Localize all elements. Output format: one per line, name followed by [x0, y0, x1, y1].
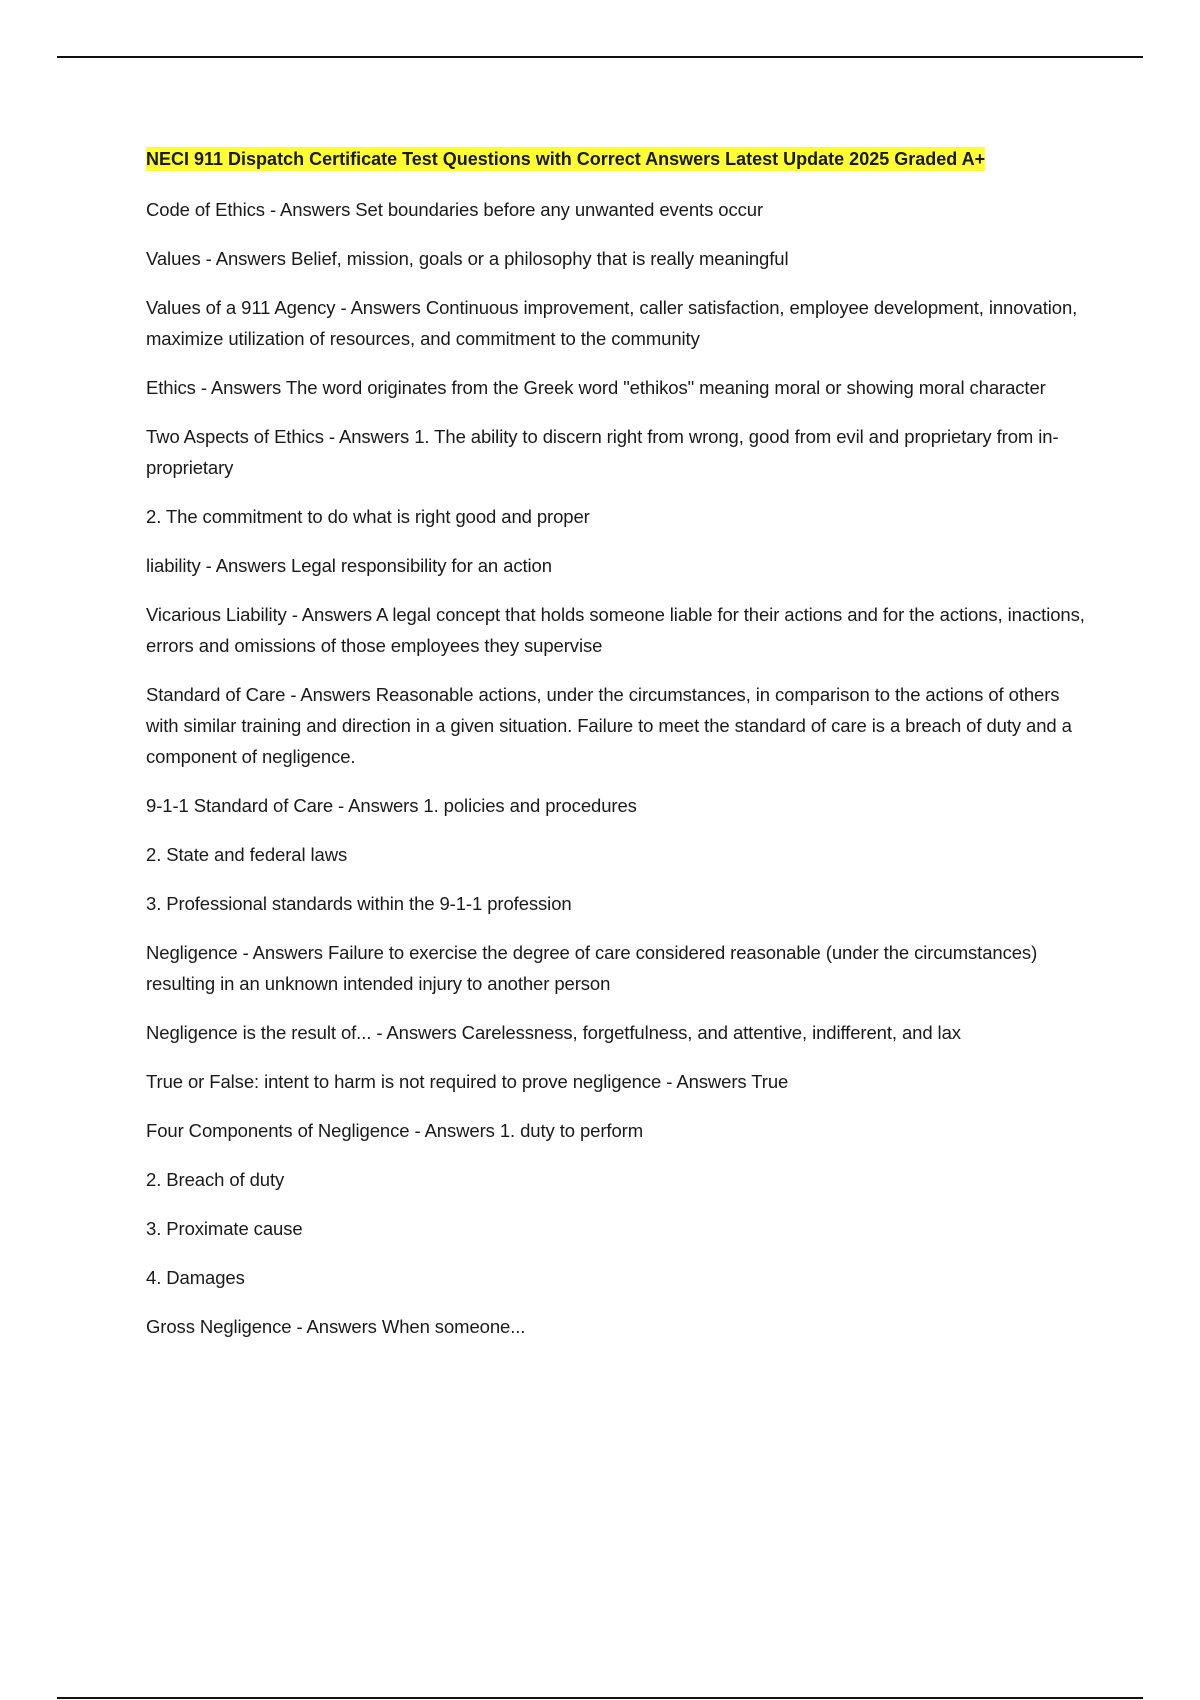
- footer-rule: [57, 1697, 1143, 1699]
- paragraph-vicarious-liability: Vicarious Liability - Answers A legal concept that holds someone liable for their actions and for the actions, inactions, errors and omissions of those employees they supervise: [146, 604, 1085, 656]
- paragraph-values: Values - Answers Belief, mission, goals or a philosophy that is really meaningful: [146, 248, 789, 269]
- paragraph-911-standard-of-care: 9-1-1 Standard of Care - Answers 1. policies and procedures: [146, 795, 637, 816]
- header-rule: [57, 56, 1143, 58]
- document-body: [146, 144, 1091, 1360]
- paragraph-two-aspects-of-ethics: Two Aspects of Ethics - Answers 1. The ability to discern right from wrong, good from evil and proprietary from in-proprietary: [146, 426, 1059, 478]
- paragraph-true-false: True or False: intent to harm is not required to prove negligence - Answers True: [146, 1071, 789, 1092]
- paragraph-commitment: 2. The commitment to do what is right good and proper: [146, 506, 590, 527]
- paragraph-professional-standards: 3. Professional standards within the 9-1-1 profession: [146, 893, 572, 914]
- paragraph-liability: liability - Answers Legal responsibility for an action: [146, 555, 552, 576]
- paragraph-state-federal-laws: 2. State and federal laws: [146, 844, 348, 865]
- paragraph-proximate-cause: 3. Proximate cause: [146, 1218, 303, 1239]
- paragraph-code-of-ethics: Code of Ethics - Answers Set boundaries before any unwanted events occur: [146, 199, 764, 220]
- paragraph-values-911-agency: Values of a 911 Agency - Answers Continuous improvement, caller satisfaction, employee development, innovation, maximize utilization of resources, and commitment to the community: [146, 297, 1078, 349]
- paragraph-gross-negligence: Gross Negligence - Answers When someone...: [146, 1316, 526, 1337]
- paragraph-damages: 4. Damages: [146, 1267, 245, 1288]
- title-block: [146, 144, 1091, 176]
- paragraph-standard-of-care: Standard of Care - Answers Reasonable actions, under the circumstances, in comparison to the actions of others with similar training and direction in a given situation. Failure to meet the standard of care is a breach of duty and a component of negligence.: [146, 684, 1072, 767]
- document-title: NECI 911 Dispatch Certificate Test Questions with Correct Answers Latest Update 2025 Graded A+: [146, 149, 986, 169]
- paragraph-negligence-result: Negligence is the result of... - Answers Carelessness, forgetfulness, and attentive, indifferent, and lax: [146, 1022, 961, 1043]
- paragraph-four-components: Four Components of Negligence - Answers 1. duty to perform: [146, 1120, 644, 1141]
- paragraph-breach-of-duty: 2. Breach of duty: [146, 1169, 285, 1190]
- paragraph-negligence: Negligence - Answers Failure to exercise the degree of care considered reasonable (under the circumstances) resulting in an unknown intended injury to another person: [146, 942, 1038, 994]
- paragraph-ethics: Ethics - Answers The word originates from the Greek word "ethikos" meaning moral or showing moral character: [146, 377, 1046, 398]
